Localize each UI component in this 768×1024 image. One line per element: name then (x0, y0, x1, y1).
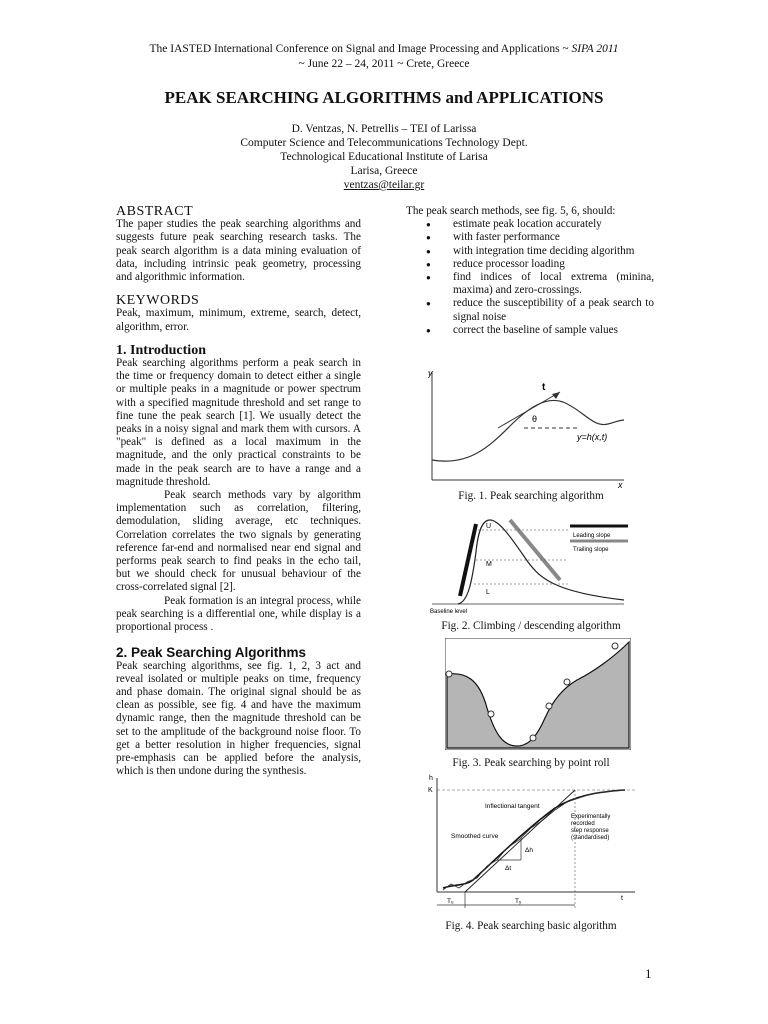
conference-header-line1: The IASTED International Conference on Signal and Image Processing and Applications ~ SIPA 2011 (149, 43, 619, 55)
curve-label: y=h(x,t) (577, 432, 608, 442)
keywords-heading: KEYWORDS (116, 293, 200, 309)
experimental-label-3: step response (571, 828, 609, 834)
label-m: M (486, 561, 492, 568)
introduction-paragraph-1: Peak searching algorithms perform a peak search in the time or frequency domain to detect either a single or multiple peaks in a magnitude or power spectrum with a specified magnitude threshold and set range to fine tune the peak search [1]. We usually detect the peaks in a noisy signal and mark them with cursors. A "peak" is defined as a local maximum in the magnitude, and the only practical constraints to be made in the peak search are to have a range and a magnitude threshold. (116, 357, 361, 488)
page-number: 1 (645, 966, 652, 981)
theta-label: θ (532, 414, 538, 424)
list-item: ● reduce processor loading (406, 258, 654, 271)
tu-label: Tᵤ (447, 898, 454, 905)
right-column-text (406, 205, 654, 337)
left-column (116, 205, 361, 778)
roll-point (564, 679, 570, 685)
legend-leading-label: Leading slope (573, 533, 611, 539)
list-item: ● with integration time deciding algorithm (406, 245, 654, 258)
list-item: ● estimate peak location accurately (406, 218, 654, 231)
introduction-paragraph-3: Peak formation is an integral process, while peak searching is a differential one, while display is a proportional process . (116, 594, 361, 634)
introduction-paragraph-2: Peak search methods vary by algorithm implementation such as correlation, filtering, demodulation, sliding average, etc techniques. Correlation correlates the two signals by generating reference far-end and normalised near end signal and performs peak search to find peaks in the echo tail, but we should check for unusual behaviour of the cross-correlated signal [2]. (116, 489, 361, 594)
experimental-label-4: (standardised) (571, 835, 610, 841)
authors-line: D. Ventzas, N. Petrellis – TEI of Larissa (291, 123, 477, 135)
signal-curve (432, 400, 624, 461)
list-item: ● with faster performance (406, 231, 654, 244)
methods-intro: The peak search methods, see fig. 5, 6, should: (406, 205, 616, 217)
list-item: ● reduce the susceptibility of a peak search to signal noise (406, 297, 654, 323)
t-label: t (542, 382, 546, 393)
figure-3-point-roll (445, 638, 631, 750)
author-email[interactable]: ventzas@teilar.gr (343, 179, 425, 191)
legend-trailing-label: Trailing slope (573, 547, 609, 553)
smoothed-label: Smoothed curve (451, 833, 499, 840)
figure-4-caption: Fig. 4. Peak searching basic algorithm (445, 920, 617, 932)
keywords-text: Peak, maximum, minimum, extreme, search, detect, algorithm, error. (116, 307, 361, 333)
experimental-label-1: Experimentally (571, 814, 611, 820)
k-label: K (428, 787, 433, 794)
label-u: U (486, 523, 492, 530)
figure-3-caption: Fig. 3. Peak searching by point roll (452, 757, 610, 769)
introduction-heading: 1. Introduction (116, 342, 206, 358)
tg-label: Tᵧ (515, 898, 522, 905)
experimental-label-2: recorded (571, 821, 595, 827)
figure-2-caption: Fig. 2. Climbing / descending algorithm (441, 620, 621, 632)
figure-2-climbing-descending (428, 512, 628, 616)
roll-point (612, 643, 618, 649)
baseline-label: Baseline level (430, 609, 468, 615)
x-axis-label: x (618, 480, 623, 488)
roll-point (488, 711, 494, 717)
list-item: ● correct the baseline of sample values (406, 324, 654, 337)
roll-point (446, 671, 452, 677)
methods-list (406, 218, 654, 337)
tangent-arrow (552, 392, 560, 399)
figure-1-caption: Fig. 1. Peak searching algorithm (458, 490, 604, 502)
affiliation-dept: Computer Science and Telecommunications Technology Dept. (240, 137, 528, 149)
delta-h-label: Δh (525, 847, 533, 854)
h-label: h (429, 775, 433, 782)
leading-slope-bar (460, 524, 476, 596)
affiliation-institute: Technological Educational Institute of Larisa (280, 151, 488, 163)
inflection-label: Inflectional tangent (485, 803, 540, 810)
abstract-heading: ABSTRACT (116, 204, 194, 219)
roll-point (530, 735, 536, 741)
roll-point (546, 703, 552, 709)
figure-1-peak-searching (428, 368, 628, 488)
affiliation-city: Larisa, Greece (350, 165, 418, 177)
abstract-text: The paper studies the peak searching algorithms and suggests future peak searching research tasks. The peak search algorithm is a data mining evaluation of data, including intrinsic peak geometry, processing and algorithmic information. (116, 218, 361, 284)
figure-4-basic-algorithm (425, 774, 640, 914)
delta-t-label: Δt (505, 865, 512, 872)
conference-header-line2: ~ June 22 – 24, 2011 ~ Crete, Greece (298, 58, 470, 70)
section2-text: Peak searching algorithms, see fig. 1, 2, 3 act and reveal isolated or multiple peaks on time, frequency and phase domain. The original signal should be as clean as possible, see fig. 4 and have the maximum dynamic range, then the magnitude threshold can be set to the amplitude of the background noise floor. To get a better resolution in higher frequencies, signal pre-emphasis can be applied before the analysis, which is then undone during the synthesis. (116, 659, 361, 778)
label-l: L (486, 589, 490, 596)
y-axis-label: y (428, 368, 433, 378)
tangent-line (498, 392, 560, 428)
t-label: t (621, 895, 623, 902)
list-item: ● find indices of local extrema (minina, maxima) and zero-crossings. (406, 271, 654, 297)
section2-heading: 2. Peak Searching Algorithms (116, 645, 307, 661)
paper-title: PEAK SEARCHING ALGORITHMS and APPLICATIONS (164, 88, 604, 107)
